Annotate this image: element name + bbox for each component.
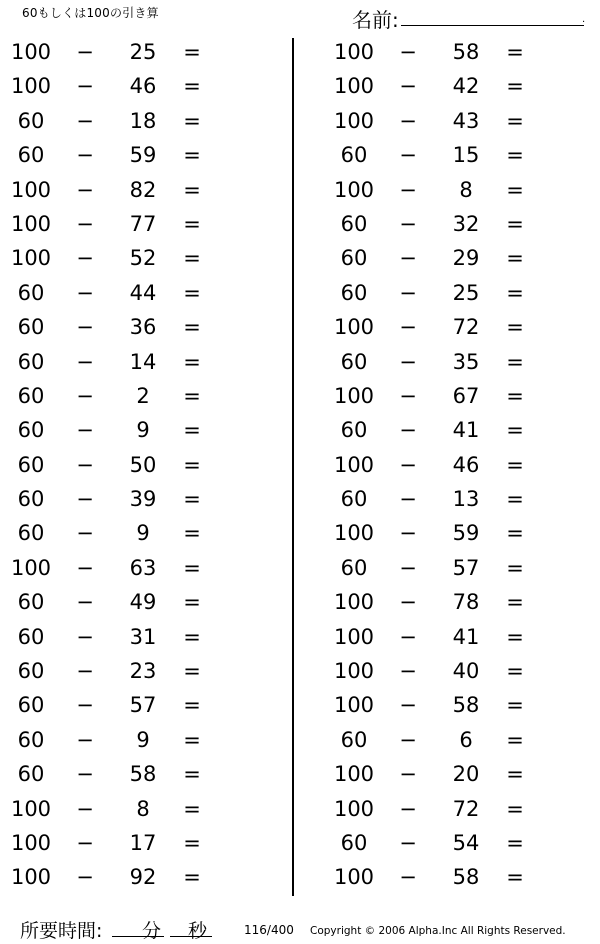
equals-sign: =	[183, 40, 201, 64]
subtrahend: 29	[452, 246, 480, 271]
equals-sign: =	[506, 383, 524, 408]
minus-sign: −	[399, 349, 417, 374]
minus-sign: −	[399, 693, 417, 718]
equals-sign: =	[183, 143, 201, 168]
subtrahend: 18	[129, 108, 157, 133]
minuend: 60	[340, 555, 368, 580]
minus-sign: −	[76, 40, 94, 64]
equals-sign: =	[506, 177, 524, 202]
minus-sign: −	[399, 418, 417, 443]
minus-sign: −	[76, 727, 94, 752]
minuend: 100	[333, 624, 375, 649]
minuend: 100	[333, 383, 375, 408]
equals-sign: =	[183, 521, 201, 546]
equals-sign: =	[506, 727, 524, 752]
minus-sign: −	[76, 865, 94, 890]
minus-sign: −	[399, 246, 417, 271]
subtrahend: 41	[452, 624, 480, 649]
subtrahend: 49	[129, 590, 157, 615]
equals-sign: =	[183, 177, 201, 202]
minuend: 100	[333, 762, 375, 787]
subtrahend: 72	[452, 796, 480, 821]
subtrahend: 9	[136, 727, 150, 752]
minus-sign: −	[399, 830, 417, 855]
equals-sign: =	[183, 796, 201, 821]
subtrahend: 52	[129, 246, 157, 271]
subtrahend: 50	[129, 452, 157, 477]
minuend: 100	[333, 315, 375, 340]
minus-sign: −	[399, 624, 417, 649]
minuend: 100	[333, 177, 375, 202]
subtrahend: 2	[136, 383, 150, 408]
minuend: 60	[17, 762, 45, 787]
minuend: 60	[17, 108, 45, 133]
subtrahend: 58	[452, 865, 480, 890]
equals-sign: =	[183, 452, 201, 477]
subtrahend: 58	[452, 40, 480, 64]
minus-sign: −	[76, 830, 94, 855]
subtrahend: 23	[129, 659, 157, 684]
minuend: 100	[10, 40, 52, 64]
equals-sign: =	[183, 555, 201, 580]
seconds-unit: 秒	[188, 920, 208, 942]
minuend: 100	[333, 796, 375, 821]
minus-sign: −	[399, 487, 417, 512]
minuend: 60	[17, 590, 45, 615]
minuend: 100	[10, 555, 52, 580]
equals-sign: =	[183, 624, 201, 649]
minus-sign: −	[399, 521, 417, 546]
minus-sign: −	[76, 693, 94, 718]
subtrahend: 54	[452, 830, 480, 855]
minuend: 60	[17, 693, 45, 718]
minus-sign: −	[76, 762, 94, 787]
worksheet-title: 60もしくは100の引き算	[22, 6, 159, 20]
minus-sign: −	[76, 246, 94, 271]
equals-sign: =	[183, 418, 201, 443]
minus-sign: −	[76, 555, 94, 580]
equals-sign: =	[183, 727, 201, 752]
equals-sign: =	[183, 349, 201, 374]
minus-sign: −	[76, 383, 94, 408]
equals-sign: =	[183, 590, 201, 615]
minus-sign: −	[399, 315, 417, 340]
minuend: 60	[17, 452, 45, 477]
subtrahend: 42	[452, 74, 480, 99]
subtrahend: 40	[452, 659, 480, 684]
minus-sign: −	[76, 74, 94, 99]
equals-sign: =	[183, 211, 201, 236]
equals-sign: =	[183, 280, 201, 305]
minuend: 60	[340, 280, 368, 305]
name-label: 名前:	[352, 8, 399, 32]
minus-sign: −	[76, 143, 94, 168]
subtrahend: 39	[129, 487, 157, 512]
minuend: 60	[17, 418, 45, 443]
equals-sign: =	[506, 521, 524, 546]
minuend: 100	[333, 590, 375, 615]
minuend: 60	[340, 211, 368, 236]
minuend: 100	[333, 521, 375, 546]
subtrahend: 35	[452, 349, 480, 374]
minus-sign: −	[399, 659, 417, 684]
equals-sign: =	[183, 762, 201, 787]
minuend: 60	[17, 487, 45, 512]
subtrahend: 15	[452, 143, 480, 168]
subtrahend: 17	[129, 830, 157, 855]
minus-sign: −	[76, 418, 94, 443]
subtrahend: 20	[452, 762, 480, 787]
footer	[0, 914, 600, 944]
equals-sign: =	[506, 762, 524, 787]
minuend: 60	[17, 624, 45, 649]
equals-sign: =	[506, 108, 524, 133]
subtrahend: 82	[129, 177, 157, 202]
subtrahend: 46	[129, 74, 157, 99]
equals-sign: =	[506, 659, 524, 684]
subtrahend: 8	[136, 796, 150, 821]
minus-sign: −	[399, 211, 417, 236]
minus-sign: −	[399, 40, 417, 64]
minus-sign: −	[76, 590, 94, 615]
minuend: 60	[17, 383, 45, 408]
equals-sign: =	[506, 830, 524, 855]
subtrahend: 44	[129, 280, 157, 305]
equals-sign: =	[183, 659, 201, 684]
minus-sign: −	[76, 280, 94, 305]
minus-sign: −	[399, 452, 417, 477]
subtrahend: 67	[452, 383, 480, 408]
minuend: 100	[333, 865, 375, 890]
minus-sign: −	[399, 727, 417, 752]
equals-sign: =	[183, 830, 201, 855]
minuend: 100	[10, 177, 52, 202]
subtrahend: 57	[452, 555, 480, 580]
subtrahend: 9	[136, 521, 150, 546]
minuend: 100	[333, 659, 375, 684]
minuend: 100	[10, 74, 52, 99]
minuend: 60	[340, 830, 368, 855]
minus-sign: −	[76, 315, 94, 340]
subtrahend: 13	[452, 487, 480, 512]
minuend: 100	[333, 693, 375, 718]
subtrahend: 9	[136, 418, 150, 443]
equals-sign: =	[183, 74, 201, 99]
equals-sign: =	[183, 865, 201, 890]
equals-sign: =	[506, 865, 524, 890]
minus-sign: −	[76, 177, 94, 202]
minuend: 60	[17, 659, 45, 684]
equals-sign: =	[506, 452, 524, 477]
minuend: 60	[17, 280, 45, 305]
minuend: 100	[10, 865, 52, 890]
minus-sign: −	[76, 659, 94, 684]
equals-sign: =	[506, 349, 524, 374]
minus-sign: −	[76, 211, 94, 236]
equals-sign: =	[183, 693, 201, 718]
equals-sign: =	[506, 280, 524, 305]
equals-sign: =	[506, 143, 524, 168]
minus-sign: −	[399, 762, 417, 787]
subtrahend: 63	[129, 555, 157, 580]
minus-sign: −	[76, 624, 94, 649]
equals-sign: =	[506, 211, 524, 236]
minus-sign: −	[76, 349, 94, 374]
minus-sign: −	[76, 487, 94, 512]
name-underline	[401, 25, 584, 26]
subtrahend: 14	[129, 349, 157, 374]
subtrahend: 46	[452, 452, 480, 477]
equals-sign: =	[506, 590, 524, 615]
minus-sign: −	[399, 177, 417, 202]
equals-sign: =	[183, 315, 201, 340]
subtrahend: 31	[129, 624, 157, 649]
subtrahend: 57	[129, 693, 157, 718]
subtrahend: 77	[129, 211, 157, 236]
subtrahend: 43	[452, 108, 480, 133]
subtrahend: 41	[452, 418, 480, 443]
minuend: 60	[17, 521, 45, 546]
subtrahend: 32	[452, 211, 480, 236]
subtrahend: 8	[459, 177, 473, 202]
equals-sign: =	[506, 40, 524, 64]
subtrahend: 92	[129, 865, 157, 890]
minuend: 60	[17, 349, 45, 374]
subtrahend: 58	[129, 762, 157, 787]
minus-sign: −	[76, 796, 94, 821]
minuend: 60	[340, 418, 368, 443]
minus-sign: −	[399, 865, 417, 890]
subtrahend: 25	[452, 280, 480, 305]
minus-sign: −	[399, 280, 417, 305]
minus-sign: −	[399, 108, 417, 133]
minuend: 60	[340, 349, 368, 374]
minus-sign: −	[76, 108, 94, 133]
name-dot: .	[582, 14, 586, 25]
minuend: 60	[17, 143, 45, 168]
minuend: 100	[10, 830, 52, 855]
page-counter: 116/400	[244, 923, 294, 937]
equals-sign: =	[183, 246, 201, 271]
minus-sign: −	[76, 521, 94, 546]
subtrahend: 58	[452, 693, 480, 718]
minuend: 60	[340, 487, 368, 512]
equals-sign: =	[506, 74, 524, 99]
subtrahend: 25	[129, 40, 157, 64]
minuend: 60	[340, 727, 368, 752]
minus-sign: −	[399, 796, 417, 821]
minus-sign: −	[76, 452, 94, 477]
equals-sign: =	[183, 108, 201, 133]
minuend: 60	[17, 315, 45, 340]
subtrahend: 72	[452, 315, 480, 340]
minuend: 60	[17, 727, 45, 752]
minus-sign: −	[399, 590, 417, 615]
minuend: 100	[10, 211, 52, 236]
minuend: 100	[10, 246, 52, 271]
minutes-unit: 分	[142, 920, 162, 942]
column-divider	[292, 38, 294, 896]
minuend: 100	[333, 40, 375, 64]
equals-sign: =	[506, 555, 524, 580]
equals-sign: =	[506, 315, 524, 340]
time-label: 所要時間:	[20, 920, 103, 942]
minus-sign: −	[399, 143, 417, 168]
minus-sign: −	[399, 383, 417, 408]
equals-sign: =	[506, 624, 524, 649]
equals-sign: =	[506, 418, 524, 443]
equals-sign: =	[183, 487, 201, 512]
copyright-notice: Copyright © 2006 Alpha.Inc All Rights Reserved.	[310, 925, 566, 937]
equals-sign: =	[506, 487, 524, 512]
minuend: 100	[333, 108, 375, 133]
minus-sign: −	[399, 555, 417, 580]
equals-sign: =	[506, 246, 524, 271]
subtrahend: 78	[452, 590, 480, 615]
equals-sign: =	[183, 383, 201, 408]
minus-sign: −	[399, 74, 417, 99]
subtrahend: 6	[459, 727, 473, 752]
subtrahend: 36	[129, 315, 157, 340]
subtrahend: 59	[452, 521, 480, 546]
minuend: 100	[333, 74, 375, 99]
equals-sign: =	[506, 693, 524, 718]
minuend: 100	[10, 796, 52, 821]
equals-sign: =	[506, 796, 524, 821]
minuend: 60	[340, 246, 368, 271]
minuend: 60	[340, 143, 368, 168]
minuend: 100	[333, 452, 375, 477]
subtrahend: 59	[129, 143, 157, 168]
